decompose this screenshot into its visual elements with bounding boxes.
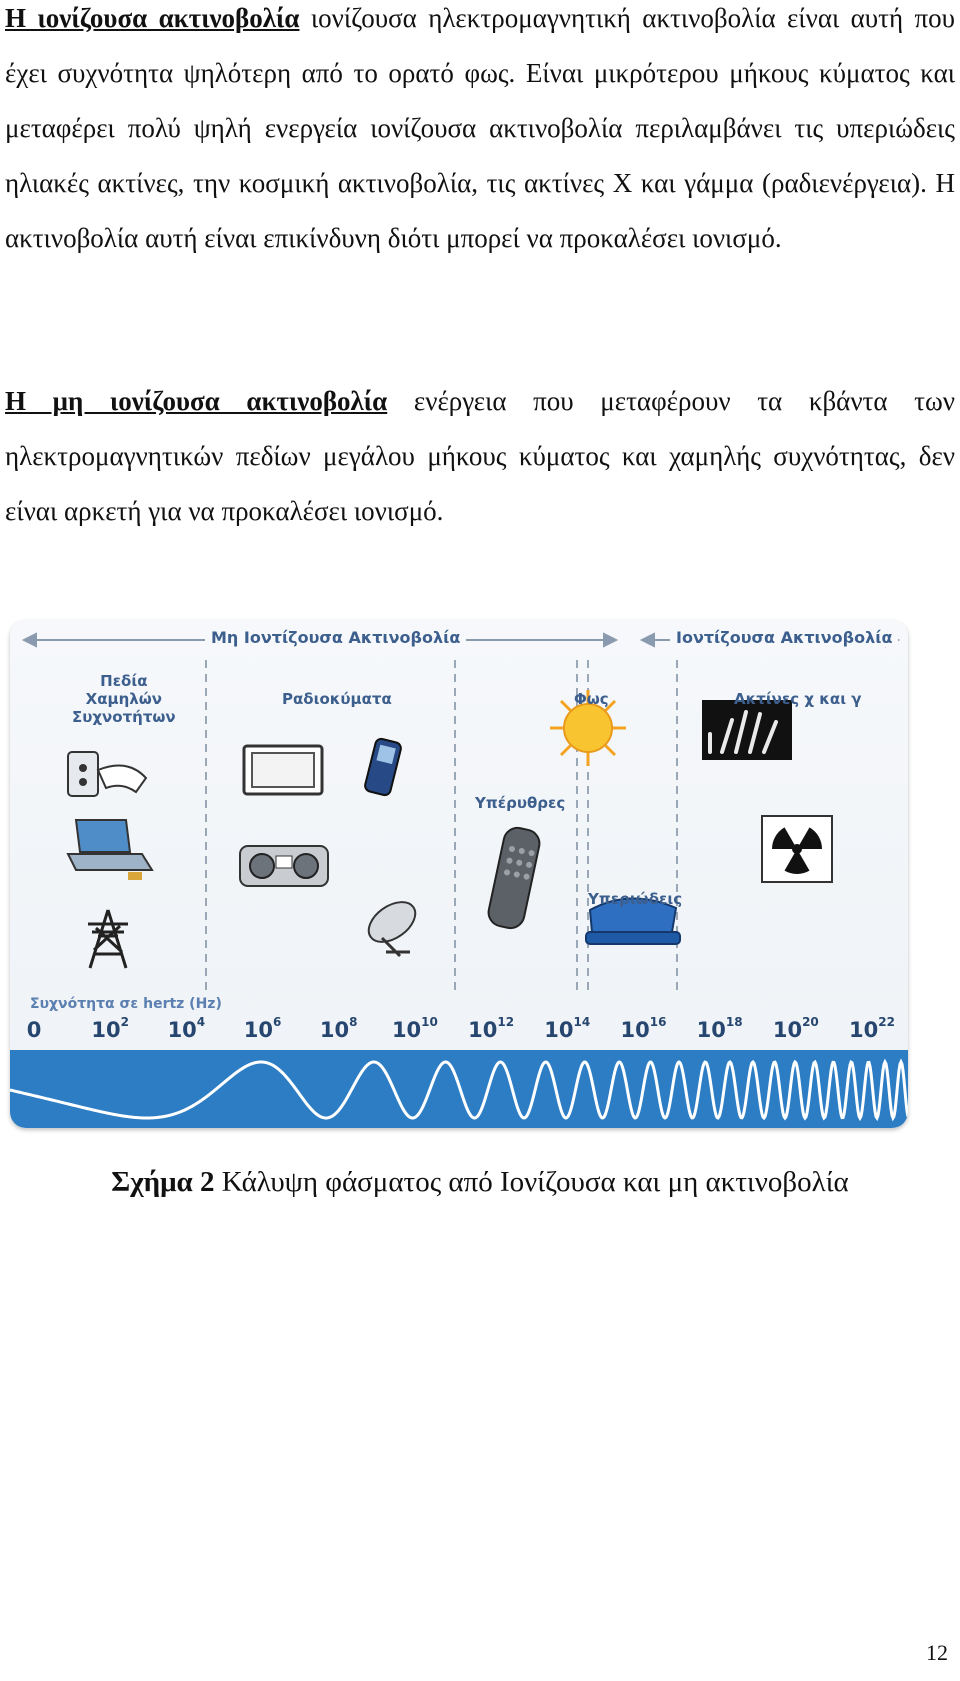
frequency-tick: $10^{16}$ <box>620 1015 667 1042</box>
radiation-sign-icon <box>762 816 832 882</box>
frequency-tick: $10^{10}$ <box>391 1015 438 1042</box>
frequency-tick: $10^4$ <box>167 1015 206 1042</box>
paragraph-non-ionizing <box>5 374 955 539</box>
frequency-caption: Συχνότητα σε hertz (Hz) <box>30 996 222 1012</box>
remote-control-icon <box>486 825 542 930</box>
satellite-dish-icon <box>362 894 423 956</box>
radio-icon <box>240 846 328 886</box>
frequency-tick: $10^{12}$ <box>468 1015 515 1042</box>
frequency-tick: 0 <box>26 1018 42 1042</box>
frequency-tick: $10^{14}$ <box>544 1015 591 1042</box>
paragraph-ionizing <box>5 0 955 266</box>
laptop-icon <box>68 820 152 880</box>
pylon-icon <box>88 910 128 968</box>
ultraviolet-label: Υπεριώδεις <box>588 890 683 908</box>
term-ionizing: Η ιονίζουσα ακτινοβολία <box>5 3 300 33</box>
paragraph-ionizing-text: ιονίζουσα ηλεκτρομαγνητική ακτινοβολία είναι αυτή που έχει συχνότητα ψηλότερη από το ορατό φως. Είναι μικρότερου μήκους κύματος και μεταφέρει πολύ ψηλή ενεργεία ιονίζουσα ακτινοβολία περιλαμβάνει τις υπεριώδεις ηλιακές ακτίνες, την κοσμική ακτινοβολία, τις ακτίνες Χ και γάμμα (ραδιενέργεια). Η ακτινοβολία αυτή είναι επικίνδυνη διότι μπορεί να προκαλέσει ιονισμό. <box>5 3 955 253</box>
xray-gamma-label: Ακτίνες χ και γ <box>734 690 862 708</box>
frequency-tick: $10^{22}$ <box>849 1015 895 1042</box>
figure-caption-text: Κάλυψη φάσματος από Ιονίζουσα και μη ακτινοβολία <box>221 1166 849 1198</box>
socket-icon <box>68 752 146 796</box>
frequency-tick: $10^{20}$ <box>772 1015 819 1042</box>
non-ionizing-header: Μη Ιοντίζουσα Ακτινοβολία <box>205 629 466 647</box>
frequency-tick: $10^{18}$ <box>696 1015 743 1042</box>
frequency-tick: $10^8$ <box>319 1015 358 1042</box>
xray-image-icon <box>702 700 792 760</box>
spectrum-figure <box>10 620 908 1128</box>
term-non-ionizing: Η μη ιονίζουσα ακτινοβολία <box>5 386 388 416</box>
frequency-tick: $10^2$ <box>91 1015 129 1042</box>
mobile-phone-icon <box>364 738 402 797</box>
page-number: 12 <box>926 1640 948 1665</box>
light-label: Φως <box>574 690 609 708</box>
low-frequency-label: Πεδία Χαμηλών Συχνοτήτων <box>72 672 176 726</box>
infrared-label: Υπέρυθρες <box>475 794 566 812</box>
figure-caption <box>0 1162 960 1202</box>
frequency-tick: $10^6$ <box>243 1015 282 1042</box>
ionizing-header: Ιοντίζουσα Ακτινοβολία <box>670 629 898 647</box>
tv-icon <box>244 746 322 794</box>
paragraph-non-ionizing-text: ενέργεια που μεταφέρουν τα κβάντα των ηλεκτρομαγνητικών πεδίων μεγάλου μήκους κύματος και χαμηλής συχνότητας, δεν είναι αρκετή για να προκαλέσει ιονισμό. <box>5 386 956 526</box>
radio-waves-label: Ραδιοκύματα <box>282 690 392 708</box>
figure-caption-label: Σχήμα 2 <box>111 1166 215 1198</box>
